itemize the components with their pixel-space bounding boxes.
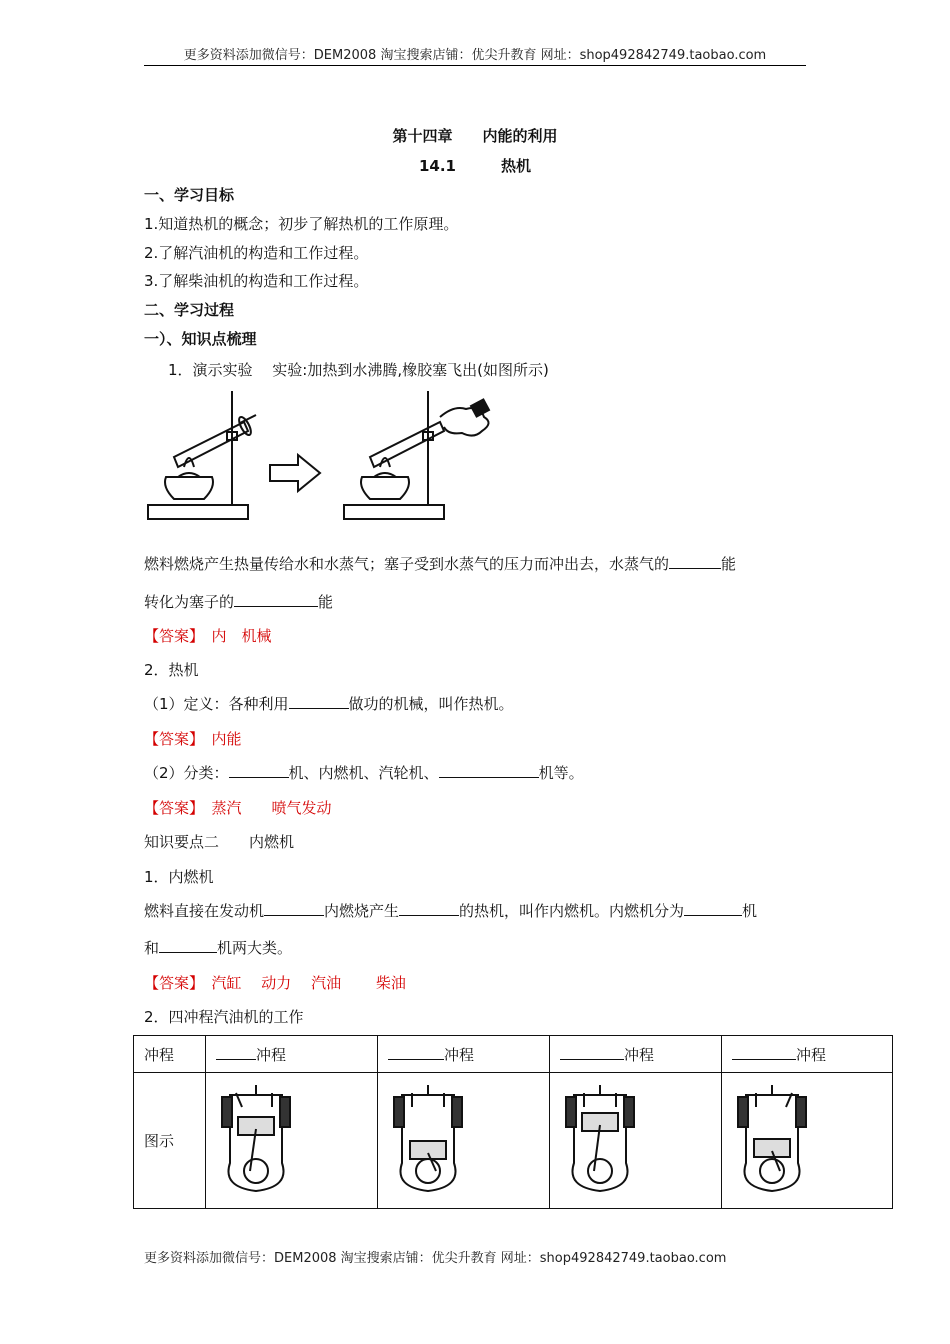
ice-heading: 1．内燃机 <box>144 868 214 886</box>
knowledge-point-2: 知识要点二 内燃机 <box>144 833 295 851</box>
page-header: 更多资料添加微信号：DEM2008 淘宝搜索店铺：优尖升教育 网址：shop492842749.taobao.com <box>183 48 767 63</box>
answer-3: 【答案】 蒸汽 喷气发动 <box>144 799 332 817</box>
para1-line2: 转化为塞子的 能 <box>144 593 334 611</box>
engine-cell-3 <box>550 1073 722 1209</box>
goal-3: 3.了解柴油机的构造和工作过程。 <box>144 272 369 290</box>
engine-diagram-2 <box>388 1083 468 1195</box>
heat-engine-heading: 2．热机 <box>144 661 199 679</box>
engine-cell-4 <box>722 1073 893 1209</box>
goal-2: 2.了解汽油机的构造和工作过程。 <box>144 244 369 262</box>
header-divider <box>144 65 806 66</box>
knowledge-heading: 一）、知识点梳理 <box>144 330 257 348</box>
row2-label: 图示 <box>134 1073 206 1209</box>
four-stroke-heading: 2．四冲程汽油机的工作 <box>144 1008 304 1026</box>
table-row <box>134 1073 893 1209</box>
engine-diagram-3 <box>560 1083 640 1195</box>
arrow-icon <box>270 455 320 491</box>
answer-2: 【答案】 内能 <box>144 730 242 748</box>
answer-1: 【答案】 内 机械 <box>144 627 272 645</box>
stroke-cell-1: 冲程 <box>206 1036 378 1073</box>
engine-diagram-4 <box>732 1083 812 1195</box>
process-heading: 二、学习过程 <box>144 301 235 319</box>
ice-line1: 燃料直接在发动机 内燃烧产生 的热机，叫作内燃机。内燃机分为 机 <box>144 902 758 920</box>
engine-cell-1 <box>206 1073 378 1209</box>
page-footer: 更多资料添加微信号：DEM2008 淘宝搜索店铺：优尖升教育 网址：shop492842749.taobao.com <box>144 1251 727 1266</box>
demo-line: 1．演示实验 实验:加热到水沸腾,橡胶塞飞出(如图所示) <box>168 361 549 379</box>
chapter-title: 第十四章 内能的利用 <box>392 127 558 145</box>
classification-line: （2）分类： 机、内燃机、汽轮机、 机等。 <box>144 764 584 782</box>
stroke-cell-4: 冲程 <box>722 1036 893 1073</box>
ice-line2: 和 机两大类。 <box>144 939 293 957</box>
row1-label: 冲程 <box>134 1036 206 1073</box>
stroke-cell-3: 冲程 <box>550 1036 722 1073</box>
table-row <box>134 1036 893 1073</box>
section-title: 14.1 热机 <box>418 157 531 175</box>
engine-cell-2 <box>378 1073 550 1209</box>
goals-heading: 一、学习目标 <box>144 186 235 204</box>
experiment-figure <box>144 387 500 535</box>
answer-4: 【答案】 汽缸 动力 汽油 柴油 <box>144 974 406 992</box>
definition-line: （1）定义：各种利用 做功的机械，叫作热机。 <box>144 695 514 713</box>
stroke-table <box>133 1035 893 1209</box>
para1-line1: 燃料燃烧产生热量传给水和水蒸气；塞子受到水蒸气的压力而冲出去，水蒸气的 能 <box>144 555 737 573</box>
engine-diagram-1 <box>216 1083 296 1195</box>
stroke-cell-2: 冲程 <box>378 1036 550 1073</box>
goal-1: 1.知道热机的概念；初步了解热机的工作原理。 <box>144 215 459 233</box>
